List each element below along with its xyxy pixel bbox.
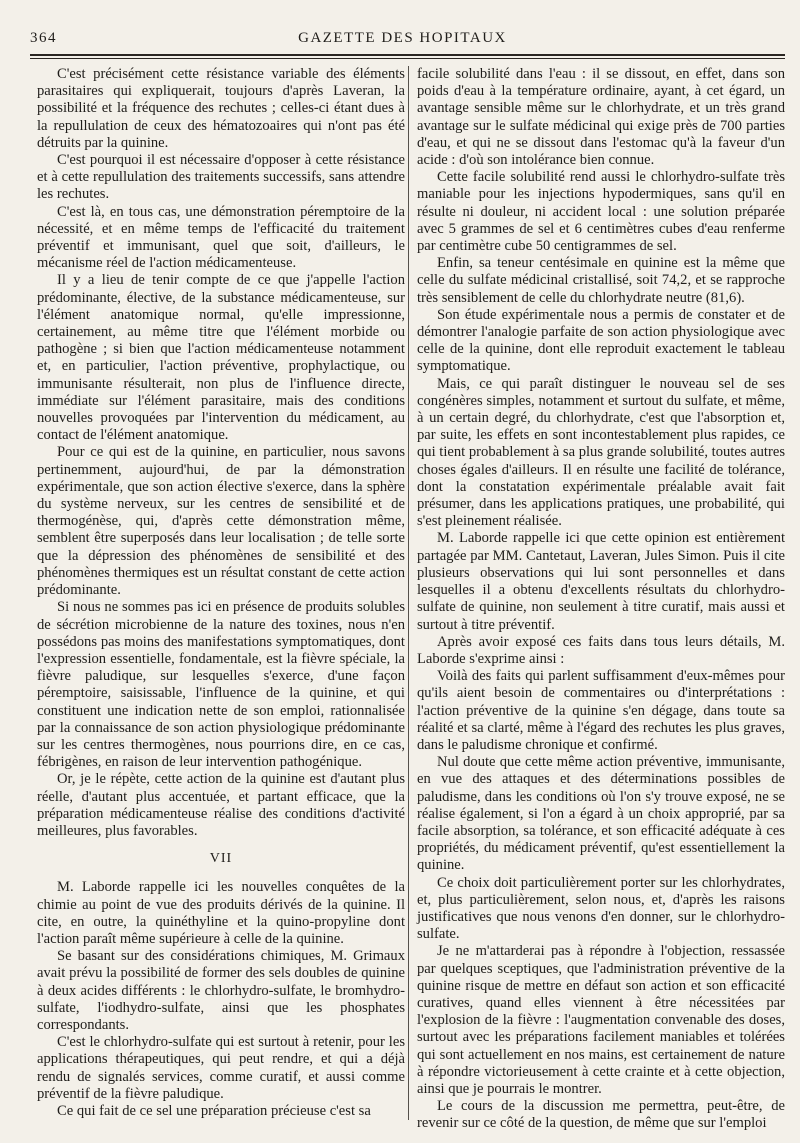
page-number: 364 — [30, 30, 57, 46]
paragraph: Ce choix doit particulièrement porter sur les chlorhydrates, et, plus particulièrement, selon nous, et, d'après les raisons justificatives que nous venons d'en donner, sur le chlorhydro-sulfate. — [417, 874, 785, 943]
left-column — [37, 66, 405, 1120]
paragraph: Après avoir exposé ces faits dans tous leurs détails, M. Laborde s'exprime ainsi : — [417, 633, 785, 667]
paragraph: Se basant sur des considérations chimiques, M. Grimaux avait prévu la possibilité de former des sels doubles de quinine à deux acides différents : le chlorhydro-sulfate, le bromhydro-sulfate, l'iodhydro-sulfate, ainsi que les phosphates correspondants. — [37, 948, 405, 1033]
paragraph: Or, je le répète, cette action de la quinine est d'autant plus réelle, d'autant plus accentuée, et partant efficace, que la préparation médicamenteuse réalise des conditions d'activité meilleures, plus favorables. — [37, 771, 405, 839]
paragraph: Ce qui fait de ce sel une préparation précieuse c'est sa — [57, 1102, 371, 1119]
paragraph: C'est précisément cette résistance variable des éléments parasitaires qui expliquerait, toujours d'après Laveran, la possibilité et la fréquence des rechutes ; celles-ci étant dues à la repullulation de ceux des hématozoaires qui n'ont pas été détruits par la quinine. — [37, 66, 405, 151]
column-divider — [408, 66, 409, 1120]
paragraph: Il y a lieu de tenir compte de ce que j'appelle l'action prédominante, élective, de la substance médicamenteuse, sur l'élément anatomique normal, qu'elle impressionne, certainement, au même titre que l'élément morbide ou pathogène ; si bien que l'action médicamenteuse notamment et, en particulier, l'action préventive, prophylactique, ou immunisante résulterait, non plus de l'influence directe, immédiate sur l'élément parasitaire, mais des conditions nouvelles provoquées par l'intervention du médicament, au contact de l'élément anatomique. — [37, 272, 405, 444]
paragraph: M. Laborde rappelle ici les nouvelles conquêtes de la chimie au point de vue des produits dérivés de la quinine. Il cite, en outre, la quinéthyline et la quino-propyline dont l'action paraît même supérieure à celle de la quinine. — [37, 879, 405, 947]
paragraph: Cette facile solubilité rend aussi le chlorhydro-sulfate très maniable pour les injections hypodermiques, sans qu'il en résulte ni douleur, ni accident local : une solution préparée avec 5 grammes de sel et 6 centimètres cubes d'eau renferme par centimètre cube 50 centigrammes de sel. — [417, 169, 785, 255]
section-heading: VII — [209, 851, 233, 867]
paragraph-continued: facile solubilité dans l'eau : il se dissout, en effet, dans son poids d'eau à la température ordinaire, ayant, à cet égard, un avantage sensible même sur le chlorhydrate, et un très grand avantage sur le sulfate médicinal qui exige près de 700 parties d'eau, et qui ne se dissout dans l'estomac qu'à la faveur d'un acide : d'où son intolérance bien connue. — [417, 66, 785, 169]
paragraph: M. Laborde rappelle ici que cette opinion est entièrement partagée par MM. Cantetaut, Laveran, Jules Simon. Puis il cite plusieurs observations qui lui sont personnelles et dans lesquelles il a obtenu d'excellents résultats du chlorhydro-sulfate de quinine, non seulement à titre curatif, mais aussi et surtout à titre préventif. — [417, 530, 785, 633]
paragraph: Si nous ne sommes pas ici en présence de produits solubles de sécrétion microbienne de la nature des toxines, nous n'en possédons pas moins des manifestations symptomatiques, dont l'expression essentielle, fondamentale, est la fièvre spéciale, la fièvre paludique, sur lesquelles s'exerce, d'une façon péremptoire, saisissable, l'influence de la quinine, et qui constituent une indication nette de son emploi, rationnalisée par la connaissance de son action physiologique prédominante sur les centres thermogènes, nous pourrions dire, en ce cas, fébrigènes, en raison de leur intervention pathogénique. — [37, 599, 405, 771]
paragraph: Pour ce qui est de la quinine, en particulier, nous savons pertinemment, aujourd'hui, de par la démonstration expérimentale, que son action élective s'exerce, dans la sphère du système nerveux, sur les centres de sensibilité et de thermogénèse, qui, d'après cette démonstration même, semblent être superposés dans leur localisation ; de telle sorte que la dépression des phénomènes de sensibilité et des phénomènes thermiques est un résultat constant de cette action prédominante. — [37, 444, 405, 599]
paragraph: C'est pourquoi il est nécessaire d'opposer à cette résistance et à cette repullulation des traitements successifs, sans attendre les rechutes. — [37, 152, 405, 203]
paragraph: Voilà des faits qui parlent suffisamment d'eux-mêmes pour qu'ils aient besoin de commentaires ou d'interprétations : l'action préventive de la quinine s'en dégage, dans toute sa réalité et sa clarté, même à l'égard des rechutes les plus graves, dans le paludisme chronique et confirmé. — [417, 668, 785, 753]
paragraph: C'est le chlorhydro-sulfate qui est surtout à retenir, pour les applications thérapeutiques, qui peut rendre, et qui a déjà rendu de signalés services, comme curatif, et aussi comme préventif de la fièvre paludique. — [37, 1034, 405, 1102]
right-column — [417, 66, 785, 1133]
paragraph: Enfin, sa teneur centésimale en quinine est la même que celle du sulfate médicinal cristallisé, soit 74,2, et se rapproche très sensiblement de celle du chlorhydrate neutre (81,6). — [417, 255, 785, 306]
paragraph: C'est là, en tous cas, une démonstration péremptoire de la nécessité, et en même temps de l'efficacité du traitement préventif et immunisant, quel que soit, d'ailleurs, le mécanisme réel de l'action médicamenteuse. — [37, 203, 405, 272]
paragraph: Mais, ce qui paraît distinguer le nouveau sel de ses congénères simples, notamment et surtout du sulfate, et même, à un certain degré, du chlorhydrate, c'est que l'absorption et, par suite, les effets en sont incontestablement plus rapides, ce qui tient probablement à sa plus grande solubilité, toutes autres choses égales d'ailleurs. Il en résulte une facilité de tolérance, dont la constatation expérimentale préalable avait fait présumer, dans les applications pratiques, une probabilité, qui s'est pleinement réalisée. — [417, 375, 786, 530]
page-header — [30, 30, 775, 50]
paragraph: Nul doute que cette même action préventive, immunisante, en vue des attaques et des déterminations possibles de paludisme, dans les conditions où l'on s'y trouve exposé, ne se réalise également, si l'on a égard à un choix approprié, par sa facile absorption, sa tolérance, et son efficacité adéquate à ces propriétés, du médicament préventif, qu'est essentiellement la quinine. — [417, 754, 785, 874]
header-rule-thin — [30, 58, 785, 59]
journal-title: GAZETTE DES HOPITAUX — [298, 30, 507, 46]
paragraph: Son étude expérimentale nous a permis de constater et de démontrer l'analogie parfaite de son action physiologique avec celle de la quinine, dont elle reproduit exactement le tableau symptomatique. — [417, 306, 785, 375]
header-rule-thick — [30, 54, 785, 56]
paragraph: Le cours de la discussion me permettra, peut-être, de revenir sur ce côté de la question, de même que sur l'emploi — [417, 1098, 785, 1132]
paragraph: Je ne m'attarderai pas à répondre à l'objection, ressassée par quelques sceptiques, que l'administration préventive de la quinine risque de mettre en défaut son action et son efficacité curatives, quand elles viennent à être nécessitées par l'explosion de la fièvre : l'augmentation convenable des doses, surtout avec les préparations facilement maniables et tolérées qui sont actuellement en nos mains, est certainement de nature à répondre victorieusement à cette crainte et à cette objection, ainsi que je pourrais le montrer. — [417, 943, 785, 1097]
